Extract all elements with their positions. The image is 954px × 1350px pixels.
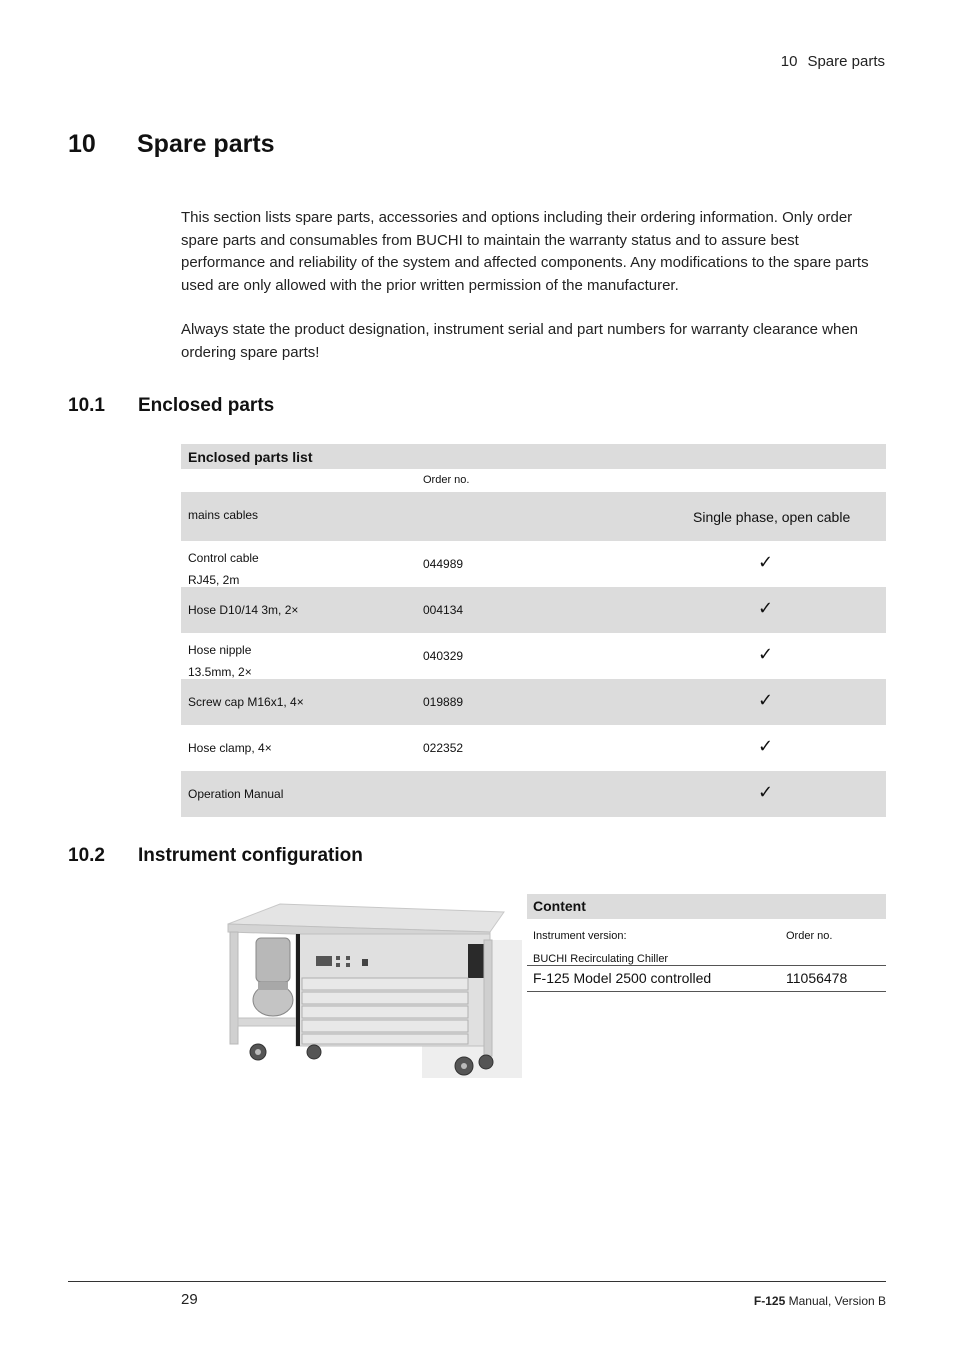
section-heading-enclosed-parts: 10.1 Enclosed parts [68,395,275,416]
table-title-row: Content [527,894,886,919]
table-row: mains cables Single phase, open cable [181,492,886,541]
footer-divider [68,1281,886,1282]
check-icon: ✓ [758,598,774,618]
intro-paragraph: Always state the product designation, instrument serial and part numbers for warranty clearance when ordering spare parts! [181,321,859,361]
page-number: 29 [181,1291,198,1308]
table-header-row: Instrument version: BUCHI Recirculating Chiller Order no. [527,919,886,966]
document-label: F-125 Manual, Version B [753,1294,886,1308]
table-header-row: Order no. [423,474,470,486]
table-row: F-125 Model 2500 controlled 11056478 [527,966,886,992]
table-title-row: Enclosed parts list [181,444,886,469]
check-icon: ✓ [758,552,774,572]
check-icon: ✓ [758,690,774,710]
table-row: Hose D10/14 3m, 2× 004134 ✓ [181,587,886,633]
section-heading-instrument-configuration: 10.2 Instrument configuration [68,845,363,866]
chiller-product-photo [222,900,522,1078]
chiller-illustration [222,900,522,1078]
table-row: Hose clamp, 4× 022352 ✓ [188,736,774,756]
intro-paragraph: This section lists spare parts, accessories and options including their ordering information. Only order spare parts and consumables from BUCHI to maintain the warranty status and to assure best performance and reliability of the system and affected components. Any modifications to the spare parts used are only allowed with the prior written permission of the manufacturer. [181,209,869,294]
page-title: 10 Spare parts [68,130,275,158]
enclosed-parts-table [181,444,886,817]
table-row: Control cable RJ45, 2m 044989 ✓ [188,551,774,587]
check-icon: ✓ [758,644,774,664]
table-row: Operation Manual ✓ [181,771,886,817]
running-header: 10 Spare parts [780,53,885,70]
instrument-configuration-table [527,894,886,992]
table-row: Screw cap M16x1, 4× 019889 ✓ [181,679,886,725]
check-icon: ✓ [758,736,774,756]
check-icon: ✓ [758,782,774,802]
intro-text [181,207,887,364]
table-row: Hose nipple 13.5mm, 2× 040329 ✓ [188,643,774,679]
